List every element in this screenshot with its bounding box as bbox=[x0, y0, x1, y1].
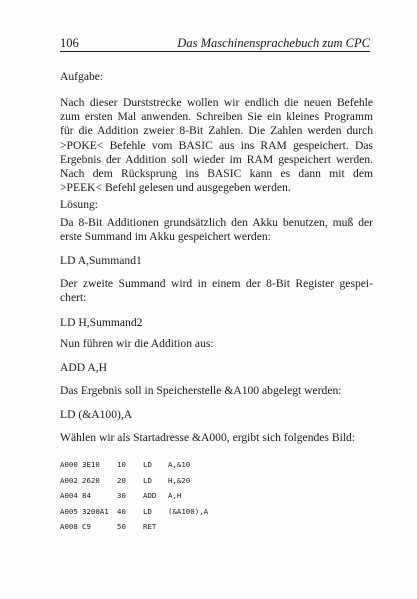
text-line: >PEEK< Befehl gelesen und ausgegeben werden. bbox=[60, 181, 291, 195]
solution-paragraph-3: Nun führen wir die Addition aus: bbox=[60, 337, 214, 350]
listing-bytes: 3200A1 bbox=[82, 506, 109, 516]
listing-operands: H,&20 bbox=[168, 475, 191, 485]
instruction-ld-store: LD (&A100),A bbox=[60, 408, 133, 421]
text-line: zum ersten Mal anwenden. Schreiben Sie ein kleines Programm bbox=[60, 110, 373, 124]
solution-heading: Lösung: bbox=[60, 198, 99, 211]
text-line: Da 8-Bit Additionen grundsätzlich den Akku benutzen, muß der bbox=[60, 216, 373, 229]
listing-address: A000 bbox=[60, 460, 78, 469]
listing-operands: A,&10 bbox=[168, 460, 191, 469]
listing-opcode: LD bbox=[143, 506, 152, 516]
listing-operands: A,H bbox=[168, 491, 182, 500]
running-header bbox=[60, 36, 370, 52]
task-paragraph bbox=[60, 96, 373, 195]
text-line: Ergebnis der Addition soll wieder im RAM gespeichert werden. bbox=[60, 152, 373, 166]
book-title: Das Maschinensprachebuch zum CPC bbox=[177, 36, 370, 50]
listing-bytes: 2620 bbox=[82, 475, 100, 485]
solution-paragraph-2 bbox=[60, 277, 373, 305]
listing-opcode: RET bbox=[143, 522, 157, 531]
text-line: erste Summand im Akku gespeichert werden: bbox=[60, 230, 271, 244]
solution-paragraph-1 bbox=[60, 216, 373, 244]
text-line: >POKE< Befehle vom BASIC aus ins RAM gespeichert. Das bbox=[60, 138, 373, 152]
text-line: Nach dem Rücksprung ins BASIC kann es dann mit dem bbox=[60, 167, 373, 181]
instruction-add: ADD A,H bbox=[60, 361, 108, 374]
page-number: 106 bbox=[60, 36, 79, 50]
instruction-ld-a: LD A,Summand1 bbox=[60, 254, 142, 267]
listing-line-number: 30 bbox=[117, 491, 126, 500]
listing-address: A008 bbox=[60, 522, 78, 531]
text-line: chert: bbox=[60, 291, 87, 305]
text-line: Nach dieser Durststrecke wollen wir endlich die neuen Befehle bbox=[60, 96, 373, 109]
listing-address: A005 bbox=[60, 506, 78, 516]
listing-opcode: ADD bbox=[143, 491, 157, 500]
listing-line-number: 10 bbox=[117, 460, 126, 469]
task-heading: Aufgabe: bbox=[60, 70, 104, 83]
listing-opcode: LD bbox=[143, 475, 152, 485]
listing-line-number: 40 bbox=[117, 506, 126, 516]
text-line: Der zweite Summand wird in einem der 8-Bit Register gespei- bbox=[60, 277, 373, 290]
listing-address: A002 bbox=[60, 475, 78, 485]
instruction-ld-h: LD H,Summand2 bbox=[60, 316, 143, 329]
listing-bytes: 84 bbox=[82, 491, 91, 500]
listing-line-number: 20 bbox=[117, 475, 126, 485]
listing-address: A004 bbox=[60, 491, 78, 500]
listing-bytes: C9 bbox=[82, 522, 91, 531]
solution-paragraph-5: Wählen wir als Startadresse &A000, ergibt sich folgendes Bild: bbox=[60, 431, 356, 444]
text-line: für die Addition zweier 8-Bit Zahlen. Die Zahlen werden durch bbox=[60, 124, 373, 138]
listing-operands: (&A100),A bbox=[168, 506, 209, 516]
listing-opcode: LD bbox=[143, 460, 152, 469]
listing-bytes: 3E10 bbox=[82, 460, 100, 469]
solution-paragraph-4: Das Ergebnis soll in Speicherstelle &A100 abgelegt werden: bbox=[60, 384, 342, 397]
listing-line-number: 50 bbox=[117, 522, 126, 531]
